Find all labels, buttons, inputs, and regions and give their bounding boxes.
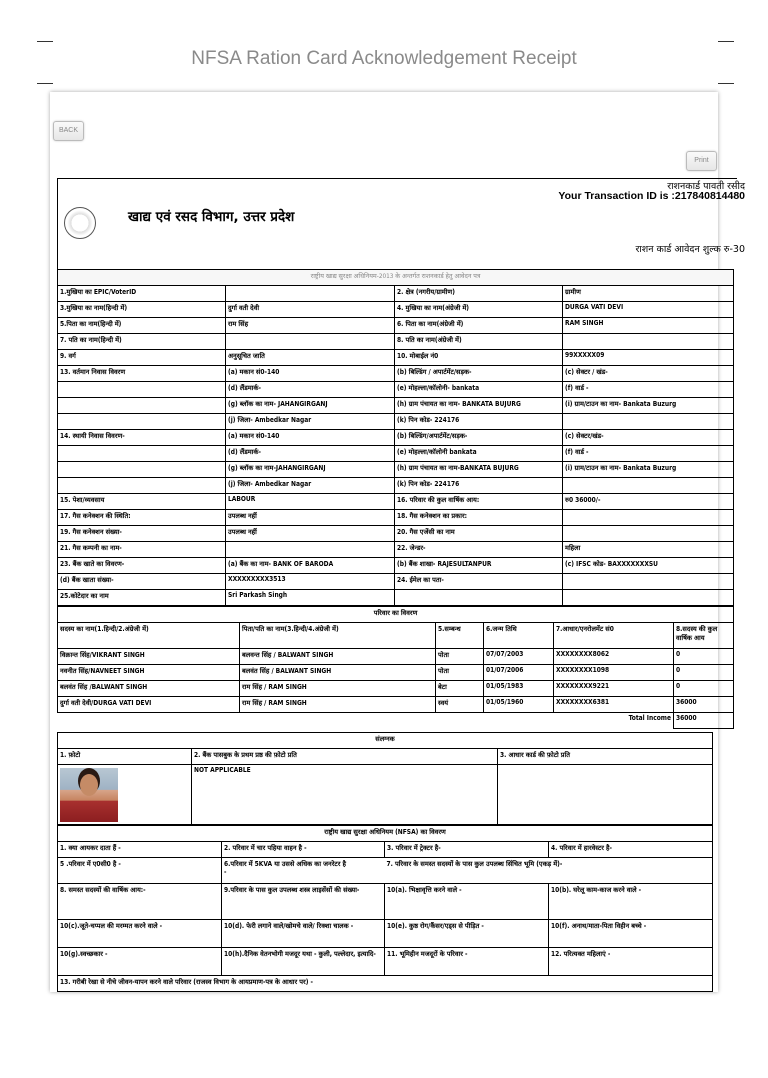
applicant-photo (60, 768, 118, 822)
applicant-cell: राम सिंह (226, 318, 395, 334)
applicant-cell: 18. गैस कनेक्शन का प्रकार: (395, 510, 563, 526)
family-row (58, 649, 734, 665)
total-income-row (58, 713, 734, 729)
applicant-cell (563, 574, 734, 590)
family-column-header: 6.जन्म तिथि (484, 623, 554, 649)
applicant-cell: (f) वार्ड - (563, 382, 734, 398)
aadhaar-label: 3. आधार कार्ड की फ़ोटो प्रति (498, 749, 713, 765)
applicant-row (58, 510, 734, 526)
applicant-cell: 10. मोबाईल नं0 (395, 350, 563, 366)
applicant-cell: 99XXXXX09 (563, 350, 734, 366)
family-header-row (58, 623, 734, 649)
nfsa-cell: 13. गरीबी रेखा से नीचे जीवन-यापन करने वाले परिवार (राजस्व विभाग के आयप्रमाण-पत्र के आधार पर) - (58, 976, 713, 992)
applicant-cell (563, 334, 734, 350)
applicant-cell (58, 398, 226, 414)
applicant-cell: (h) ग्राम पंचायत का नाम- BANKATA BUJURG (395, 398, 563, 414)
applicant-cell (58, 414, 226, 430)
nfsa-cell: 10(c).जूते-चप्पल की मरम्मत करने वाले - (58, 920, 222, 948)
nfsa-cell: 10(h).दैनिक वेतनभोगी मजदूर यथा - कुली, पल्लेदार, इत्यादि- (222, 948, 385, 976)
document-page (50, 92, 745, 992)
passbook-value: NOT APPLICABLE (192, 765, 498, 825)
applicant-row (58, 574, 734, 590)
applicant-cell: 15. पेशा/व्यवसाय (58, 494, 226, 510)
applicant-cell: (e) मोहल्ला/कॉलोनी- bankata (395, 382, 563, 398)
nfsa-cell: 1. क्या आयकर दाता हैं - (58, 842, 222, 858)
crop-mark (718, 83, 734, 84)
applicant-row (58, 318, 734, 334)
receipt (57, 178, 745, 1078)
family-cell: दुर्गा वती देवी/DURGA VATI DEVI (58, 697, 240, 713)
family-cell: बलवंत सिंह / BALWANT SINGH (240, 665, 436, 681)
applicant-cell (563, 510, 734, 526)
family-table (57, 606, 734, 729)
nfsa-cell: 8. समस्त सदस्यों की वार्षिक आय:- (58, 884, 222, 920)
applicant-cell: (k) पिन कोड- 224176 (395, 478, 563, 494)
applicant-row (58, 398, 734, 414)
applicant-cell (563, 526, 734, 542)
applicant-cell: 25.कोटेदार का नाम (58, 590, 226, 606)
nfsa-cell: 10(e). कुष्ठ रोग/कैंसर/एड्स से पीड़ित - (385, 920, 549, 948)
applicant-cell: 17. गैस कनेक्शन की स्थिति: (58, 510, 226, 526)
applicant-cell: (i) ग्राम/टाउन का नाम- Bankata Buzurg (563, 398, 734, 414)
nfsa-cell: 10(a). भिक्षावृत्ति करने वाले - (385, 884, 549, 920)
transaction-id: Your Transaction ID is :217840814480 (558, 190, 745, 202)
family-cell: 01/05/1983 (484, 681, 554, 697)
nfsa-heading: राष्ट्रीय खाद्य सुरक्षा अधिनियम (NFSA) का विवरण (58, 826, 713, 842)
applicant-cell (563, 478, 734, 494)
applicant-cell: महिला (563, 542, 734, 558)
family-cell: पोता (436, 665, 484, 681)
family-cell: XXXXXXXX8062 (554, 649, 674, 665)
applicant-cell (395, 590, 563, 606)
applicant-row (58, 430, 734, 446)
nfsa-cell: 2. परिवार में चार पहिया वाहन है - (222, 842, 385, 858)
applicant-cell: 14. स्थायी निवास विवरण- (58, 430, 226, 446)
applicant-cell: (g) ब्लॉक का नाम-JAHANGIRGANJ (226, 462, 395, 478)
family-cell: 0 (674, 649, 734, 665)
nfsa-cell: 4. परिवार में हारवेस्टर है- (549, 842, 713, 858)
applicant-cell: (d) लैंडमार्क- (226, 382, 395, 398)
family-cell: XXXXXXXX9221 (554, 681, 674, 697)
applicant-cell: (b) बिल्डिंग/अपार्टमेंट/सड़क- (395, 430, 563, 446)
applicant-cell: उपलब्ध नहीं (226, 510, 395, 526)
applicant-cell: 16. परिवार की कुल वार्षिक आय: (395, 494, 563, 510)
applicant-cell (58, 462, 226, 478)
family-cell: विक्रान्त सिंह/VIKRANT SINGH (58, 649, 240, 665)
applicant-cell: (j) जिला- Ambedkar Nagar (226, 414, 395, 430)
nfsa-cell: 12. परित्यक्त महिलाएं - (549, 948, 713, 976)
applicant-cell: (a) बैंक का नाम- BANK OF BARODA (226, 558, 395, 574)
passbook-label: 2. बैंक पासबुक के प्रथम प्रष्ठ की फ़ोटो प्रति (192, 749, 498, 765)
attachments-table (57, 732, 713, 825)
family-cell: XXXXXXXX6381 (554, 697, 674, 713)
family-cell: 0 (674, 665, 734, 681)
applicant-cell: 8. पति का नाम(अंग्रेजी में) (395, 334, 563, 350)
applicant-cell: (a) मकान सं0-140 (226, 366, 395, 382)
total-income-value: 36000 (674, 713, 734, 729)
applicant-cell: (a) मकान सं0-140 (226, 430, 395, 446)
applicant-row (58, 494, 734, 510)
family-column-header: 5.सम्बन्ध (436, 623, 484, 649)
family-cell: बलवन्त सिंह / BALWANT SINGH (240, 649, 436, 665)
applicant-row (58, 286, 734, 302)
nfsa-cell: 11. भूमिहीन मजदूरों के परिवार - (385, 948, 549, 976)
applicant-cell (58, 446, 226, 462)
applicant-cell: 23. बैंक खाते का विवरण- (58, 558, 226, 574)
family-cell: 36000 (674, 697, 734, 713)
family-cell: राम सिंह / RAM SINGH (240, 697, 436, 713)
applicant-cell: (c) सेक्टर/खंड- (563, 430, 734, 446)
application-fee: राशन कार्ड आवेदन शुल्क रु-30 (635, 244, 745, 255)
applicant-table (57, 269, 734, 606)
family-cell: बलवंत सिंह /BALWANT SINGH (58, 681, 240, 697)
applicant-cell (226, 542, 395, 558)
applicant-row (58, 478, 734, 494)
aadhaar-cell (498, 765, 713, 825)
applicant-cell (226, 334, 395, 350)
nfsa-cell: 5 .परिवार में ए0सी0 है - (58, 858, 222, 884)
back-button[interactable]: BACK (53, 121, 84, 141)
family-column-header: 8.सदस्य की कुल वार्षिक आय (674, 623, 734, 649)
print-button[interactable]: Print (686, 151, 717, 171)
family-cell: 01/07/2006 (484, 665, 554, 681)
family-cell: XXXXXXXX1098 (554, 665, 674, 681)
applicant-cell: 19. गैस कनेक्शन संख्या- (58, 526, 226, 542)
total-income-label: Total Income (58, 713, 674, 729)
photo-label: 1. फ़ोटो (58, 749, 192, 765)
crop-mark (37, 83, 53, 84)
applicant-cell (563, 414, 734, 430)
family-cell: 01/05/1960 (484, 697, 554, 713)
family-cell: बेटा (436, 681, 484, 697)
family-heading: परिवार का विवरण (58, 607, 734, 623)
applicant-cell: (b) बिल्डिंग / अपार्टमेंट/सड़क- (395, 366, 563, 382)
applicant-cell: Sri Parkash Singh (226, 590, 395, 606)
applicant-cell: (b) बैंक शाखा- RAJESULTANPUR (395, 558, 563, 574)
applicant-cell (58, 478, 226, 494)
up-govt-seal-icon (64, 207, 96, 239)
applicant-rows (58, 286, 734, 606)
applicant-cell: 4. मुखिया का नाम(अंग्रेजी में) (395, 302, 563, 318)
applicant-row (58, 462, 734, 478)
applicant-cell: रु0 36000/- (563, 494, 734, 510)
applicant-cell (58, 382, 226, 398)
applicant-row (58, 542, 734, 558)
attachments-heading: संलग्नक (58, 733, 713, 749)
family-row (58, 681, 734, 697)
nfsa-cell: 10(f). अनाथ/माता-पिता विहीन बच्चे - (549, 920, 713, 948)
applicant-cell: 24. ईमेल का पता- (395, 574, 563, 590)
applicant-cell: (e) मोहल्ला/कॉलोनी bankata (395, 446, 563, 462)
applicant-cell: 6. पिता का नाम(अंग्रेजी में) (395, 318, 563, 334)
applicant-row (58, 526, 734, 542)
applicant-row (58, 558, 734, 574)
crop-mark (718, 41, 734, 42)
applicant-cell: (d) बैंक खाता संख्या- (58, 574, 226, 590)
applicant-cell: LABOUR (226, 494, 395, 510)
applicant-cell: दुर्गा वती देवी (226, 302, 395, 318)
family-column-header: 7.आधार/एनरोलमेंट सं0 (554, 623, 674, 649)
applicant-cell: 2. क्षेत्र (नगरीय/ग्रामीण) (395, 286, 563, 302)
page-title: NFSA Ration Card Acknowledgement Receipt (191, 48, 577, 69)
family-row (58, 665, 734, 681)
applicant-cell: DURGA VATI DEVI (563, 302, 734, 318)
nfsa-row (58, 920, 713, 948)
nfsa-cell: 7. परिवार के समस्त सदस्यों के पास कुल उपलब्ध सिंचित भूमि (एकड़ में)- (385, 858, 713, 884)
family-cell: नवनीत सिंह/NAVNEET SINGH (58, 665, 240, 681)
applicant-cell (226, 286, 395, 302)
applicant-cell: (i) ग्राम/टाउन का नाम- Bankata Buzurg (563, 462, 734, 478)
department-name: खाद्य एवं रसद विभाग, उत्तर प्रदेश (128, 209, 295, 225)
photo-cell (58, 765, 192, 825)
applicant-cell: 21. गैस कम्पनी का नाम- (58, 542, 226, 558)
applicant-row (58, 414, 734, 430)
family-cell: 07/07/2003 (484, 649, 554, 665)
applicant-row (58, 302, 734, 318)
applicant-cell: (c) IFSC कोड- BAXXXXXXXSU (563, 558, 734, 574)
family-cell: राम सिंह / RAM SINGH (240, 681, 436, 697)
nfsa-cell: 6.परिवार में 5KVA या उससे अधिक का जनरेटर है - (222, 858, 385, 884)
crop-mark (37, 41, 53, 42)
applicant-cell: (c) सेक्टर / खंड- (563, 366, 734, 382)
applicant-cell: (g) ब्लॉक का नाम- JAHANGIRGANJ (226, 398, 395, 414)
nfsa-row (58, 858, 713, 884)
applicant-row (58, 366, 734, 382)
nfsa-cell: 3. परिवार में ट्रेक्टर है- (385, 842, 549, 858)
nfsa-cell: 10(g).स्वच्छकार - (58, 948, 222, 976)
applicant-cell: 20. गैस एजेंसी का नाम (395, 526, 563, 542)
applicant-cell: (h) ग्राम पंचायत का नाम-BANKATA BUJURG (395, 462, 563, 478)
applicant-row (58, 334, 734, 350)
applicant-cell (563, 590, 734, 606)
applicant-cell: 7. पति का नाम(हिन्दी में) (58, 334, 226, 350)
applicant-cell: 22. जेन्डर- (395, 542, 563, 558)
family-column-header: सदस्य का नाम(1.हिन्दी/2.अंग्रेजी में) (58, 623, 240, 649)
applicant-cell: (f) वार्ड - (563, 446, 734, 462)
nfsa-cell: 10(d). फेरी लगाने वाले/खोमचे वाले/ रिक्शा चालक - (222, 920, 385, 948)
family-cell: स्वयं (436, 697, 484, 713)
applicant-cell: XXXXXXXXX3513 (226, 574, 395, 590)
family-cell: 0 (674, 681, 734, 697)
family-cell: पोता (436, 649, 484, 665)
applicant-cell: (k) पिन कोड- 224176 (395, 414, 563, 430)
applicant-cell: उपलब्ध नहीं (226, 526, 395, 542)
applicant-row (58, 446, 734, 462)
applicant-row (58, 382, 734, 398)
applicant-cell: 3.मुखिया का नाम(हिन्दी में) (58, 302, 226, 318)
applicant-cell: (d) लैंडमार्क- (226, 446, 395, 462)
applicant-cell: ग्रामीण (563, 286, 734, 302)
family-row (58, 697, 734, 713)
family-column-header: पिता/पति का नाम(3.हिन्दी/4.अंग्रेजी में) (240, 623, 436, 649)
family-rows (58, 649, 734, 713)
applicant-cell: RAM SINGH (563, 318, 734, 334)
receipt-title: राशनकार्ड पावती रसीद (667, 181, 745, 192)
applicant-cell: 13. वर्तमान निवास विवरण (58, 366, 226, 382)
applicant-row (58, 350, 734, 366)
nfsa-row (58, 948, 713, 976)
receipt-header (57, 178, 745, 269)
applicant-cell: (j) जिला- Ambedkar Nagar (226, 478, 395, 494)
nfsa-table (57, 825, 713, 992)
nfsa-row (58, 884, 713, 920)
form-caption: राष्ट्रीय खाद्य सुरक्षा अधिनियम-2013 के अन्तर्गत राशनकार्ड हेतु आवेदन पत्र (58, 270, 734, 286)
nfsa-cell: 10(b). घरेलू काम-काज करने वाले - (549, 884, 713, 920)
applicant-cell: अनुसूचित जाति (226, 350, 395, 366)
nfsa-cell: 9.परिवार के पास कुल उपलब्ध शस्त्र लाइसेंसों की संख्या- (222, 884, 385, 920)
applicant-cell: 5.पिता का नाम(हिन्दी में) (58, 318, 226, 334)
applicant-cell: 9. वर्ग (58, 350, 226, 366)
applicant-cell: 1.मुखिया का EPIC/VoterID (58, 286, 226, 302)
nfsa-row (58, 842, 713, 858)
applicant-row (58, 590, 734, 606)
